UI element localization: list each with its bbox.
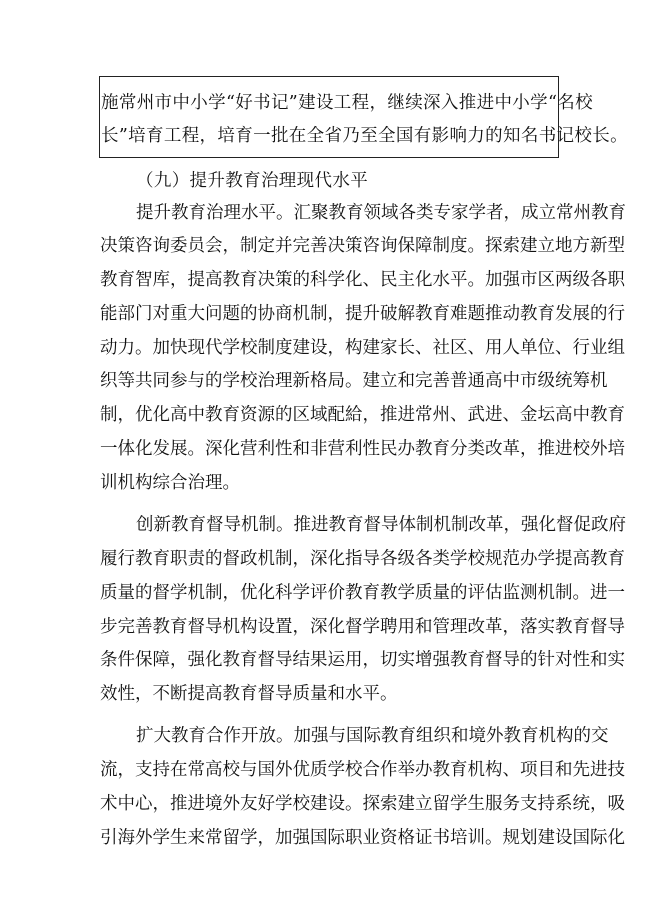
paragraph-line: 条件保障，强化教育督导结果运用，切实增强教育督导的针对性和实 [100, 650, 625, 670]
paragraph-line: 决策咨询委员会，制定并完善决策咨询保障制度。探索建立地方新型 [100, 236, 625, 256]
paragraph-line: 创新教育督导机制。推进教育督导体制机制改革，强化督促政府 [136, 515, 626, 535]
section-heading: （九）提升教育治理现代水平 [136, 171, 369, 191]
paragraph-line: 制，优化高中教育资源的区域配給，推进常州、武进、金坛高中教育 [100, 405, 625, 425]
boxed-text-line: 施常州市中小学“好书记”建设工程，继续深入推进中小学“名校 [101, 93, 593, 113]
paragraph-line: 能部门对重大问题的协商机制，提升破解教育难题推动教育发展的行 [100, 304, 625, 324]
paragraph-line: 流，支持在常高校与国外优质学校合作举办教育机构、项目和先进技 [100, 760, 625, 780]
paragraph-line: 引海外学生来常留学，加强国际职业资格证书培训。规划建设国际化 [100, 828, 625, 848]
paragraph-line: 一体化发展。深化营利性和非营利性民办教育分类改革，推进校外培 [100, 439, 625, 459]
boxed-text-line: 长”培育工程，培育一批在全省乃至全国有影响力的知名书记校长。 [101, 126, 628, 146]
paragraph-line: 教育智库，提高教育决策的科学化、民主化水平。加强市区两级各职 [100, 270, 625, 290]
paragraph-line: 质量的督学机制，优化科学评价教育教学质量的评估监测机制。进一 [100, 583, 625, 603]
paragraph-line: 动力。加快现代学校制度建设，构建家长、社区、用人单位、行业组 [100, 338, 625, 358]
paragraph-line: 履行教育职责的督政机制，深化指导各级各类学校规范办学提高教育 [100, 549, 625, 569]
paragraph-line: 训机构综合治理。 [100, 473, 240, 493]
boxed-text-block [99, 76, 628, 158]
paragraph-line: 效性，不断提高教育督导质量和水平。 [100, 684, 398, 704]
paragraph-line: 术中心，推进境外友好学校建设。探索建立留学生服务支持系统，吸 [100, 794, 625, 814]
paragraph-line: 提升教育治理水平。汇聚教育领域各类专家学者，成立常州教育 [136, 203, 626, 223]
paragraph-line: 扩大教育合作开放。加强与国际教育组织和境外教育机构的交 [136, 726, 609, 746]
paragraph-line: 织等共同参与的学校治理新格局。建立和完善普通高中市级统筹机 [100, 371, 608, 391]
paragraph-line: 步完善教育督导机构设置，深化督学聘用和管理改革，落实教育督导 [100, 617, 625, 637]
